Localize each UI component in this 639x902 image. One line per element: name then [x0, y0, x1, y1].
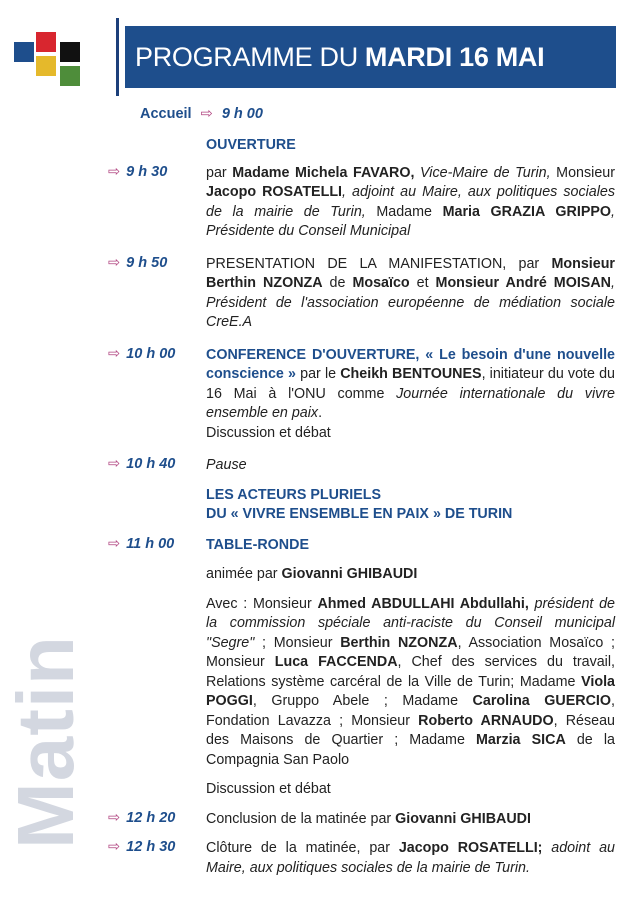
speaker-name: Cheikh BENTOUNES: [340, 366, 482, 382]
speaker-name: Madame Michela FAVARO,: [232, 164, 415, 181]
discussion-label: Discussion et débat: [206, 781, 331, 797]
title-prefix: PROGRAMME DU: [135, 41, 358, 72]
time-label: [108, 255, 203, 271]
logo-square-yellow: [36, 56, 56, 76]
text-part: Conclusion de la matinée par: [206, 810, 396, 827]
arrow-right-icon: ⇨: [108, 456, 121, 472]
item-text: [206, 346, 615, 444]
program-list: [0, 136, 639, 891]
speaker-role: , adjoint au Maire, aux politiques sociales de la mairie de Turin,: [206, 184, 615, 220]
organization-logo: [14, 32, 84, 88]
time-label: [108, 839, 203, 855]
speaker-name: Roberto ARNAUDO: [418, 712, 554, 729]
event-name: Journée internationale du vivre ensemble en paix: [206, 385, 615, 421]
time-value: 10 h 00: [126, 345, 176, 362]
speaker-name: Monsieur André MOISAN: [435, 275, 611, 291]
program-item: [0, 839, 639, 878]
ouverture-heading: OUVERTURE: [206, 137, 296, 153]
time-value: 10 h 40: [126, 456, 176, 472]
text-part: PRESENTATION DE LA MANIFESTATION, par: [206, 255, 552, 272]
time-label: [108, 536, 203, 552]
text-part: ; Monsieur: [254, 634, 341, 651]
time-label: [108, 164, 203, 180]
speaker-name: Jacopo ROSATELLI: [206, 184, 343, 200]
time-value: 9 h 50: [126, 254, 168, 271]
arrow-right-icon: ⇨: [108, 163, 121, 180]
text-part: , Association Mosaïco ; Monsieur: [206, 634, 616, 670]
title-date: MARDI 16 MAI: [364, 41, 545, 72]
text-part: Clôture de la matinée, par: [206, 840, 399, 856]
time-label: [108, 346, 203, 362]
speaker-name: Marzia SICA: [476, 732, 566, 748]
text-part: , Gruppo Abele ; Madame: [252, 693, 473, 709]
program-item: [0, 456, 639, 476]
text-part: animée par: [206, 566, 282, 582]
logo-square-red: [36, 32, 56, 52]
speaker-role: adoint au Maire, aux politiques sociales de la mairie de Turin.: [206, 840, 615, 876]
logo-square-green: [60, 66, 80, 86]
speaker-role: Vice-Maire de Turin,: [414, 164, 551, 181]
text-part: de la Compagnia San Paolo: [206, 732, 615, 768]
speaker-name: Jacopo ROSATELLI;: [398, 840, 543, 856]
time-label: [108, 456, 203, 472]
speaker-name: Viola POGGI: [206, 673, 615, 709]
time-value: 11 h 00: [126, 535, 175, 552]
program-item: [0, 255, 639, 333]
arrow-right-icon: ⇨: [108, 254, 121, 271]
side-label: [1, 622, 90, 862]
arrow-right-icon: ⇨: [200, 106, 213, 122]
time-value: 12 h 30: [126, 839, 176, 855]
text-part: , initiateur du vote du 16 Mai à l'ONU comme: [206, 366, 615, 402]
conference-title: CONFERENCE D'OUVERTURE, « Le besoin d'une nouvelle conscience »: [206, 346, 615, 382]
pause-label: Pause: [206, 457, 247, 473]
participants-paragraph: [0, 595, 639, 771]
text-part: de: [322, 275, 353, 291]
time-value: 9 h 30: [126, 163, 168, 180]
page-title: [125, 26, 616, 88]
discussion-label: Discussion et débat: [206, 424, 331, 441]
program-item-ouverture: [0, 136, 639, 156]
section-title-line: DU « VIVRE ENSEMBLE EN PAIX » DE TURIN: [206, 506, 513, 522]
item-text: [206, 255, 615, 333]
program-item: [0, 810, 639, 830]
text-part: Monsieur: [550, 164, 615, 181]
speaker-name: Maria GRAZIA GRIPPO: [442, 203, 612, 220]
org-name: Mosaïco: [352, 275, 410, 291]
arrow-right-icon: ⇨: [108, 809, 121, 826]
accueil-label: Accueil: [140, 106, 192, 122]
program-item: [0, 346, 639, 444]
section-heading: [0, 486, 639, 525]
program-item: [0, 164, 639, 242]
round-table-title: TABLE-RONDE: [206, 536, 309, 553]
time-label: [108, 810, 203, 826]
arrow-right-icon: ⇨: [108, 345, 121, 362]
accueil-line: [140, 106, 263, 122]
text-part: Avec : Monsieur: [206, 595, 318, 612]
speaker-name: Luca FACCENDA: [274, 654, 398, 670]
moderator-line: [0, 565, 639, 585]
text-part: et: [409, 275, 436, 291]
header-divider: [116, 18, 119, 96]
discussion-line: [0, 780, 639, 800]
speaker-name: Monsieur Berthin NZONZA: [206, 255, 615, 291]
text-part: , Fondation Lavazza ; Monsieur: [206, 693, 615, 729]
section-title-line: LES ACTEURS PLURIELS: [206, 486, 382, 503]
text-part: , Chef des services du travail, Relations système carcéral de la Ville de Turin; Madame: [206, 654, 615, 690]
speaker-name: Berthin NZONZA: [340, 634, 458, 651]
side-label-text: Matin: [1, 635, 90, 849]
speaker-name: Giovanni GHIBAUDI: [281, 566, 418, 582]
text-part: par le: [295, 366, 341, 382]
text-part: Madame: [365, 203, 443, 220]
section-title: [206, 486, 615, 525]
time-value: 12 h 20: [126, 809, 176, 826]
logo-square-blue: [14, 42, 34, 62]
logo-square-black: [60, 42, 80, 62]
speaker-role: président de la commission spéciale anti-raciste du Conseil municipal "Segre": [206, 595, 615, 651]
item-text: [206, 565, 615, 585]
speaker-name: Carolina GUERCIO: [472, 693, 611, 709]
text-part: , Réseau des Maisons de Quartier ; Madame: [206, 712, 615, 748]
text-part: par: [206, 164, 233, 181]
text-part: .: [318, 405, 323, 421]
accueil-time: 9 h 00: [221, 106, 263, 122]
arrow-right-icon: ⇨: [108, 839, 121, 855]
speaker-role: , Président de l'association européenne de médiation sociale CreE.A: [206, 275, 615, 330]
item-text: [206, 839, 615, 878]
speaker-name: Ahmed ABDULLAHI Abdullahi,: [317, 595, 529, 612]
item-text: [206, 595, 615, 771]
arrow-right-icon: ⇨: [108, 535, 121, 552]
item-text: [206, 164, 615, 242]
speaker-role: , Présidente du Conseil Municipal: [206, 203, 615, 239]
program-item: [0, 536, 639, 556]
speaker-name: Giovanni GHIBAUDI: [395, 810, 531, 827]
item-text: [206, 810, 615, 830]
